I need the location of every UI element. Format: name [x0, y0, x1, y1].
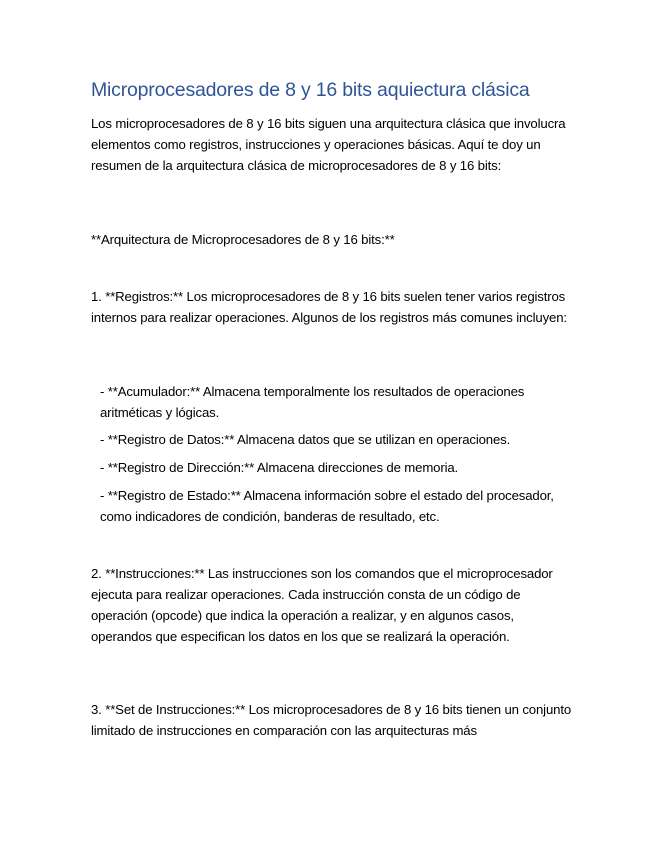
- document-title: Microprocesadores de 8 y 16 bits aquiectura clásica: [91, 79, 530, 101]
- bullet-registro-direccion: [91, 457, 576, 478]
- item-instrucciones: 2. **Instrucciones:** Las instrucciones son los comandos que el microprocesador ejecuta para realizar operaciones. Cada instrucción consta de un código de operación (opcode) que indica la operación a realizar, y en algunos casos, operandos que especifican los datos en los que se realizará la operación.: [91, 566, 553, 644]
- bullet-acumulador: [91, 381, 576, 423]
- item-registros: 1. **Registros:** Los microprocesadores de 8 y 16 bits suelen tener varios registros internos para realizar operaciones. Algunos de los registros más comunes incluyen:: [91, 289, 567, 325]
- intro-paragraph: Los microprocesadores de 8 y 16 bits siguen una arquitectura clásica que involucra elementos como registros, instrucciones y operaciones básicas. Aquí te doy un resumen de la arquitectura clásica de microprocesadores de 8 y 16 bits:: [91, 116, 566, 173]
- bullet-registro-datos: [91, 429, 576, 450]
- bullet-registro-estado-text: - **Registro de Estado:** Almacena información sobre el estado del procesador, como indicadores de condición, banderas de resultado, etc.: [100, 488, 554, 524]
- bullet-registro-direccion-text: - **Registro de Dirección:** Almacena direcciones de memoria.: [100, 460, 459, 475]
- section-heading: **Arquitectura de Microprocesadores de 8 y 16 bits:**: [91, 232, 395, 247]
- bullet-acumulador-text: - **Acumulador:** Almacena temporalmente los resultados de operaciones aritméticas y lógicas.: [100, 384, 525, 420]
- item-set-instrucciones: 3. **Set de Instrucciones:** Los microprocesadores de 8 y 16 bits tienen un conjunto limitado de instrucciones en comparación con las arquitecturas más: [91, 702, 572, 738]
- bullet-registro-estado: [91, 485, 576, 527]
- bullet-registro-datos-text: - **Registro de Datos:** Almacena datos que se utilizan en operaciones.: [100, 432, 511, 447]
